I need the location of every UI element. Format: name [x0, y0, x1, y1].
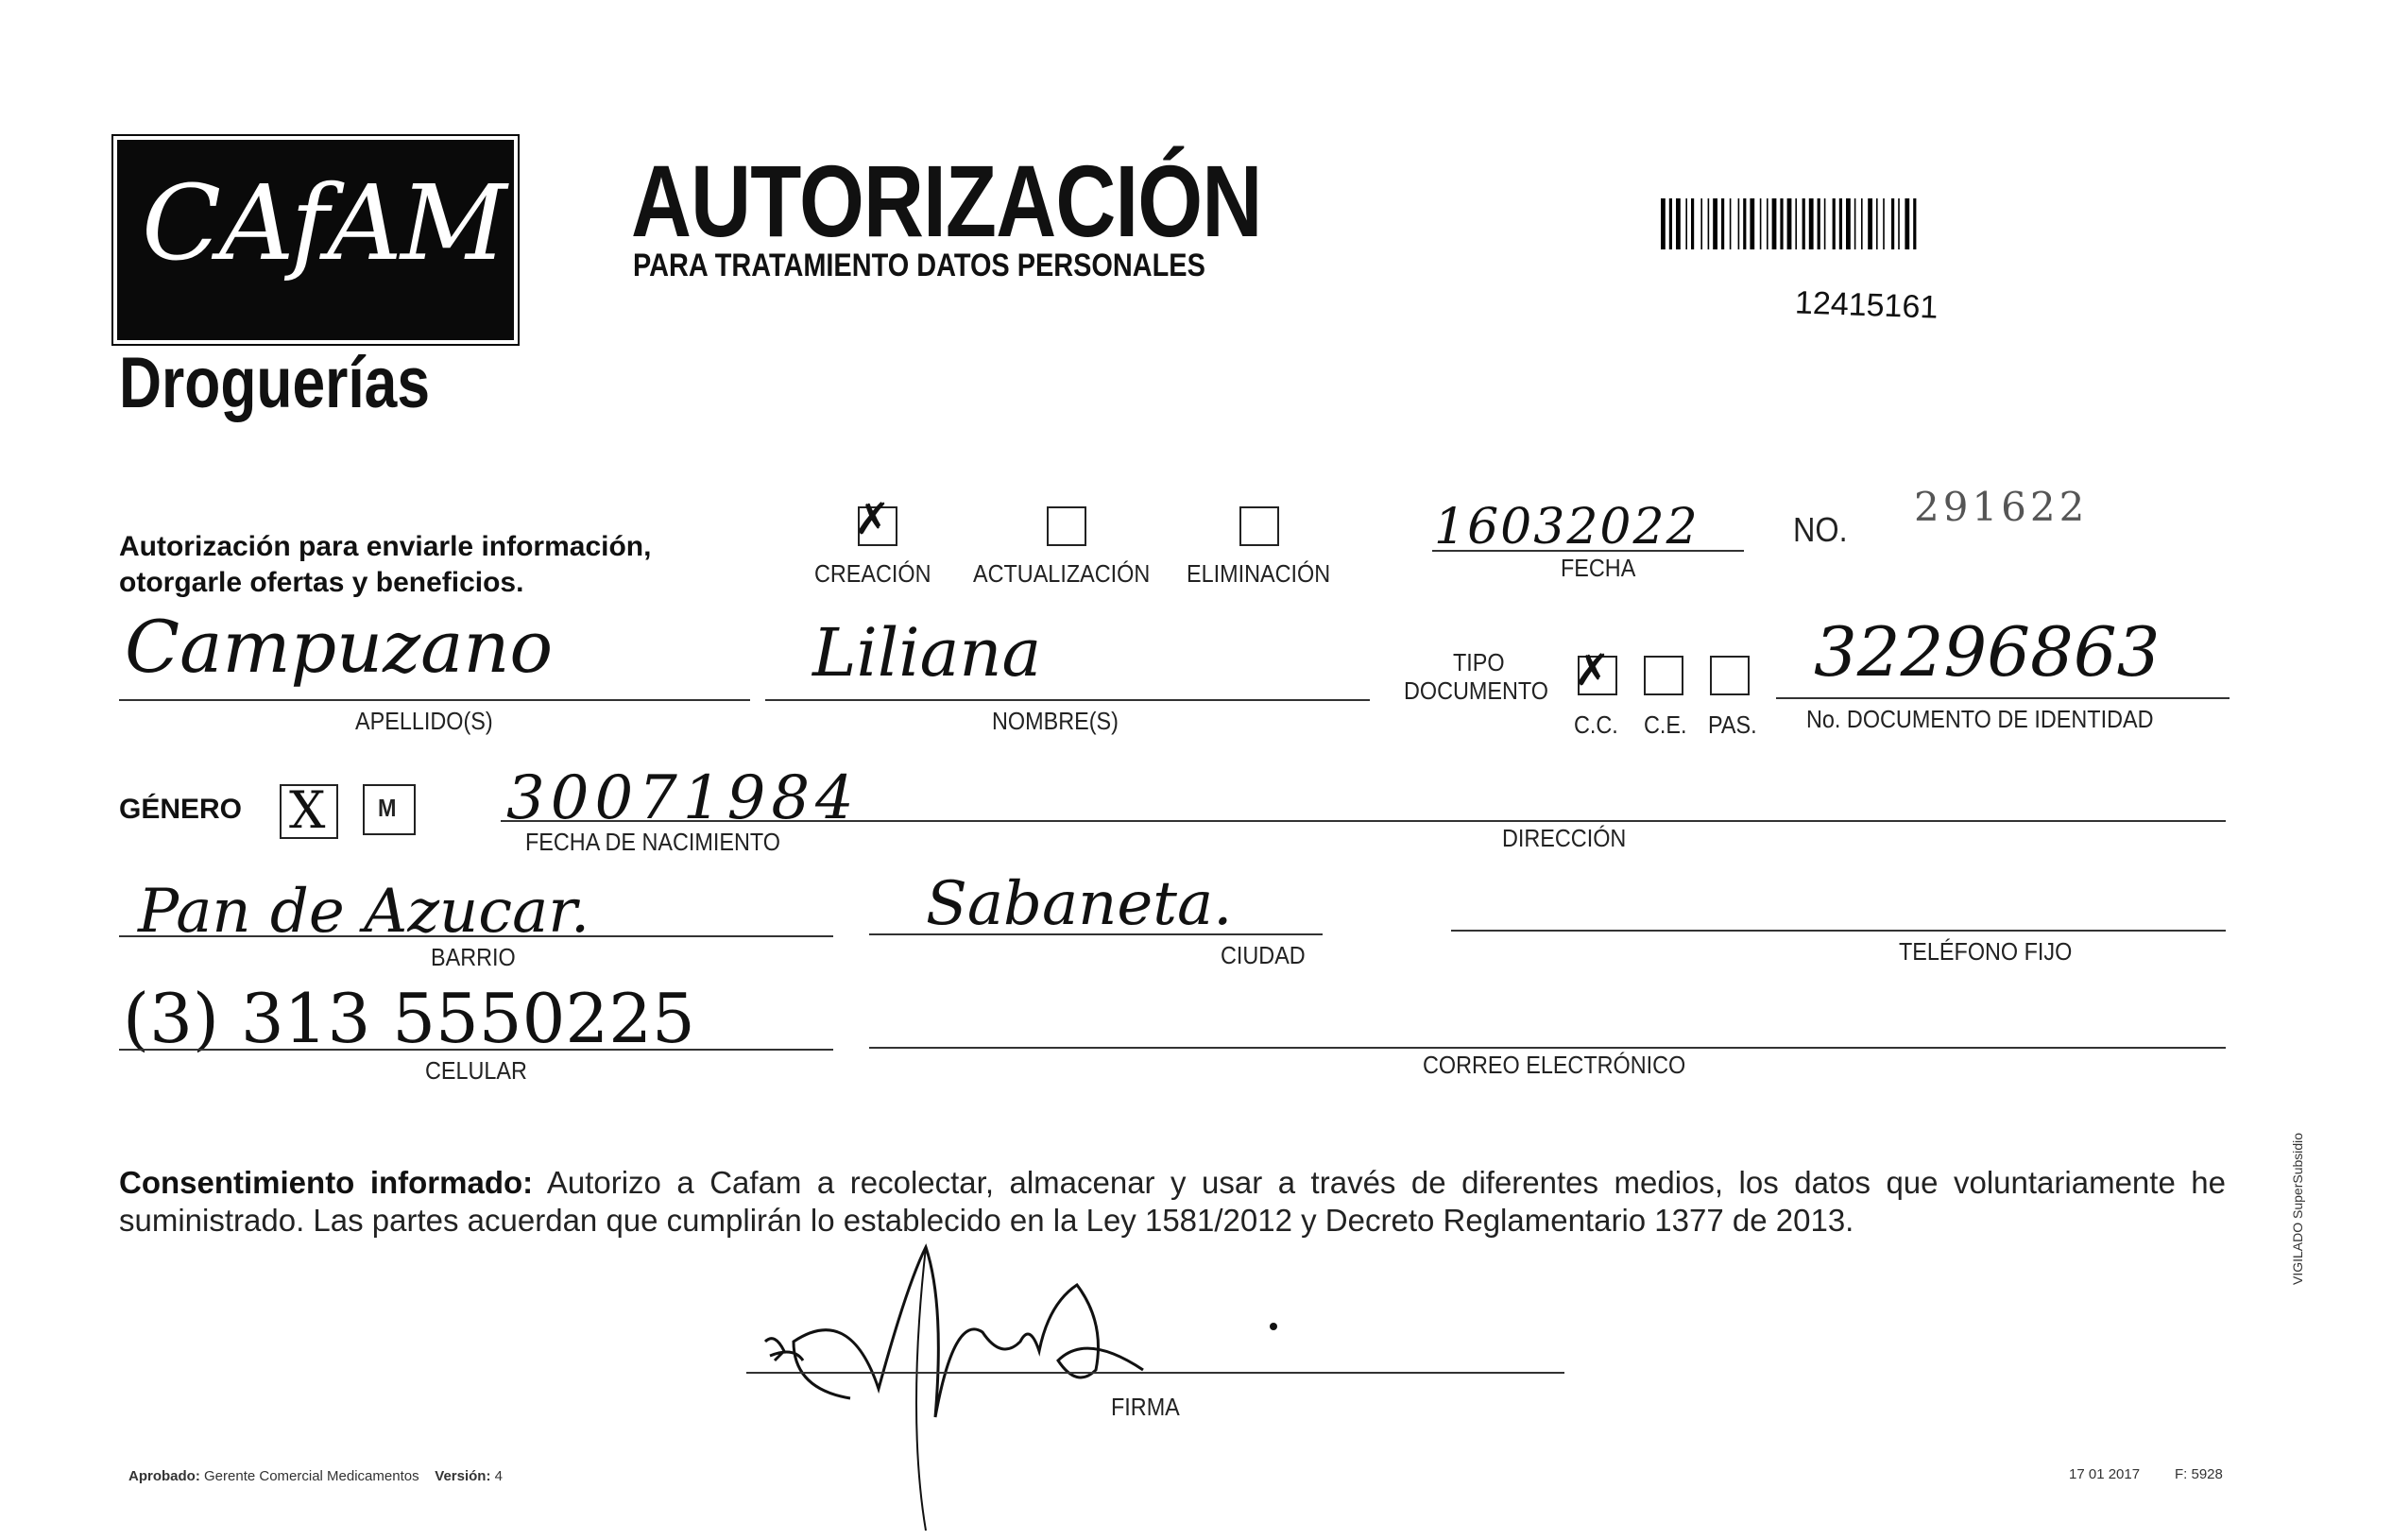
side-vigilado-text: VIGILADO SuperSubsidio: [2290, 1132, 2305, 1285]
tipo-doc-label-2: DOCUMENTO: [1404, 676, 1548, 705]
ciudad-value: Sabaneta.: [926, 869, 1233, 939]
fecha-nacimiento-label: FECHA DE NACIMIENTO: [525, 828, 781, 856]
nombres-label: NOMBRE(S): [992, 707, 1119, 735]
barcode: [1661, 198, 2044, 249]
date-label: FECHA: [1561, 554, 1636, 582]
barrio-label: BARRIO: [431, 943, 516, 971]
telefono-fijo-label: TELÉFONO FIJO: [1899, 937, 2073, 966]
nombres-value: Liliana: [812, 614, 1042, 692]
consent-heading: Consentimiento informado:: [119, 1165, 534, 1200]
number-label: NO.: [1793, 510, 1848, 549]
genero-f-mark: X: [289, 780, 326, 840]
tipo-doc-label-1: TIPO: [1453, 648, 1505, 676]
label-creacion: CREACIÓN: [814, 559, 931, 588]
direccion-label: DIRECCIÓN: [1502, 824, 1627, 852]
apellidos-label: APELLIDO(S): [355, 707, 493, 735]
checkbox-eliminacion[interactable]: [1239, 506, 1279, 546]
logo-text: CAfAM: [142, 163, 505, 283]
document-subtitle: PARA TRATAMIENTO DATOS PERSONALES: [633, 248, 1205, 283]
barcode-number: 12415161: [1794, 284, 1939, 326]
label-ce: C.E.: [1644, 710, 1687, 739]
checkbox-actualizacion[interactable]: [1047, 506, 1086, 546]
checkbox-ce[interactable]: [1644, 656, 1683, 695]
document-title: AUTORIZACIÓN: [631, 144, 1262, 258]
ciudad-label: CIUDAD: [1221, 941, 1306, 969]
documento-value: 32296863: [1814, 612, 2161, 692]
footer-form-code: F: 5928: [2175, 1466, 2223, 1482]
barrio-value: Pan de Azucar.: [138, 877, 590, 947]
footer-approved-by: Gerente Comercial Medicamentos: [204, 1468, 419, 1484]
label-cc: C.C.: [1574, 710, 1618, 739]
label-pas: PAS.: [1708, 710, 1757, 739]
consent-text: Autorizo a Cafam a recolectar, almacenar y usar a través de diferentes medios, los datos que voluntariamente he suministrado. Las partes acuerdan que cumplirán lo establecido en la Ley 1581/2012 y Decreto Reglamentario 1377 de 2013.: [119, 1165, 2226, 1238]
footer-date: 17 01 2017: [2069, 1466, 2141, 1482]
form-number: 291622: [1914, 484, 2089, 530]
celular-label: CELULAR: [425, 1056, 527, 1085]
genero-m-label: M: [378, 794, 397, 822]
checkbox-creacion-mark: ✗: [854, 493, 891, 544]
signature-drawing: [737, 1228, 1323, 1540]
footer-version-label: Versión:: [435, 1468, 491, 1484]
footer-approved-label: Aprobado:: [128, 1468, 200, 1484]
genero-label: GÉNERO: [119, 794, 243, 825]
firma-label: FIRMA: [1111, 1393, 1180, 1421]
celular-value: (3) 313 5550225: [123, 979, 695, 1058]
correo-label: CORREO ELECTRÓNICO: [1423, 1051, 1686, 1079]
footer-approved: [128, 1468, 503, 1484]
label-actualizacion: ACTUALIZACIÓN: [973, 559, 1151, 588]
checkbox-pas[interactable]: [1710, 656, 1750, 695]
fecha-nacimiento-value: 30071984: [506, 763, 860, 833]
footer-version-value: 4: [494, 1468, 503, 1484]
date-value: 16032022: [1434, 499, 1700, 556]
intro-line-1: Autorización para enviarle información,: [119, 531, 652, 562]
apellidos-value: Campuzano: [125, 605, 554, 689]
documento-label: No. DOCUMENTO DE IDENTIDAD: [1806, 705, 2154, 733]
logo-subtitle: Droguerías: [119, 343, 431, 423]
label-eliminacion: ELIMINACIÓN: [1187, 559, 1331, 588]
checkbox-cc-mark: ✗: [1574, 644, 1611, 695]
intro-line-2: otorgarle ofertas y beneficios.: [119, 567, 524, 598]
